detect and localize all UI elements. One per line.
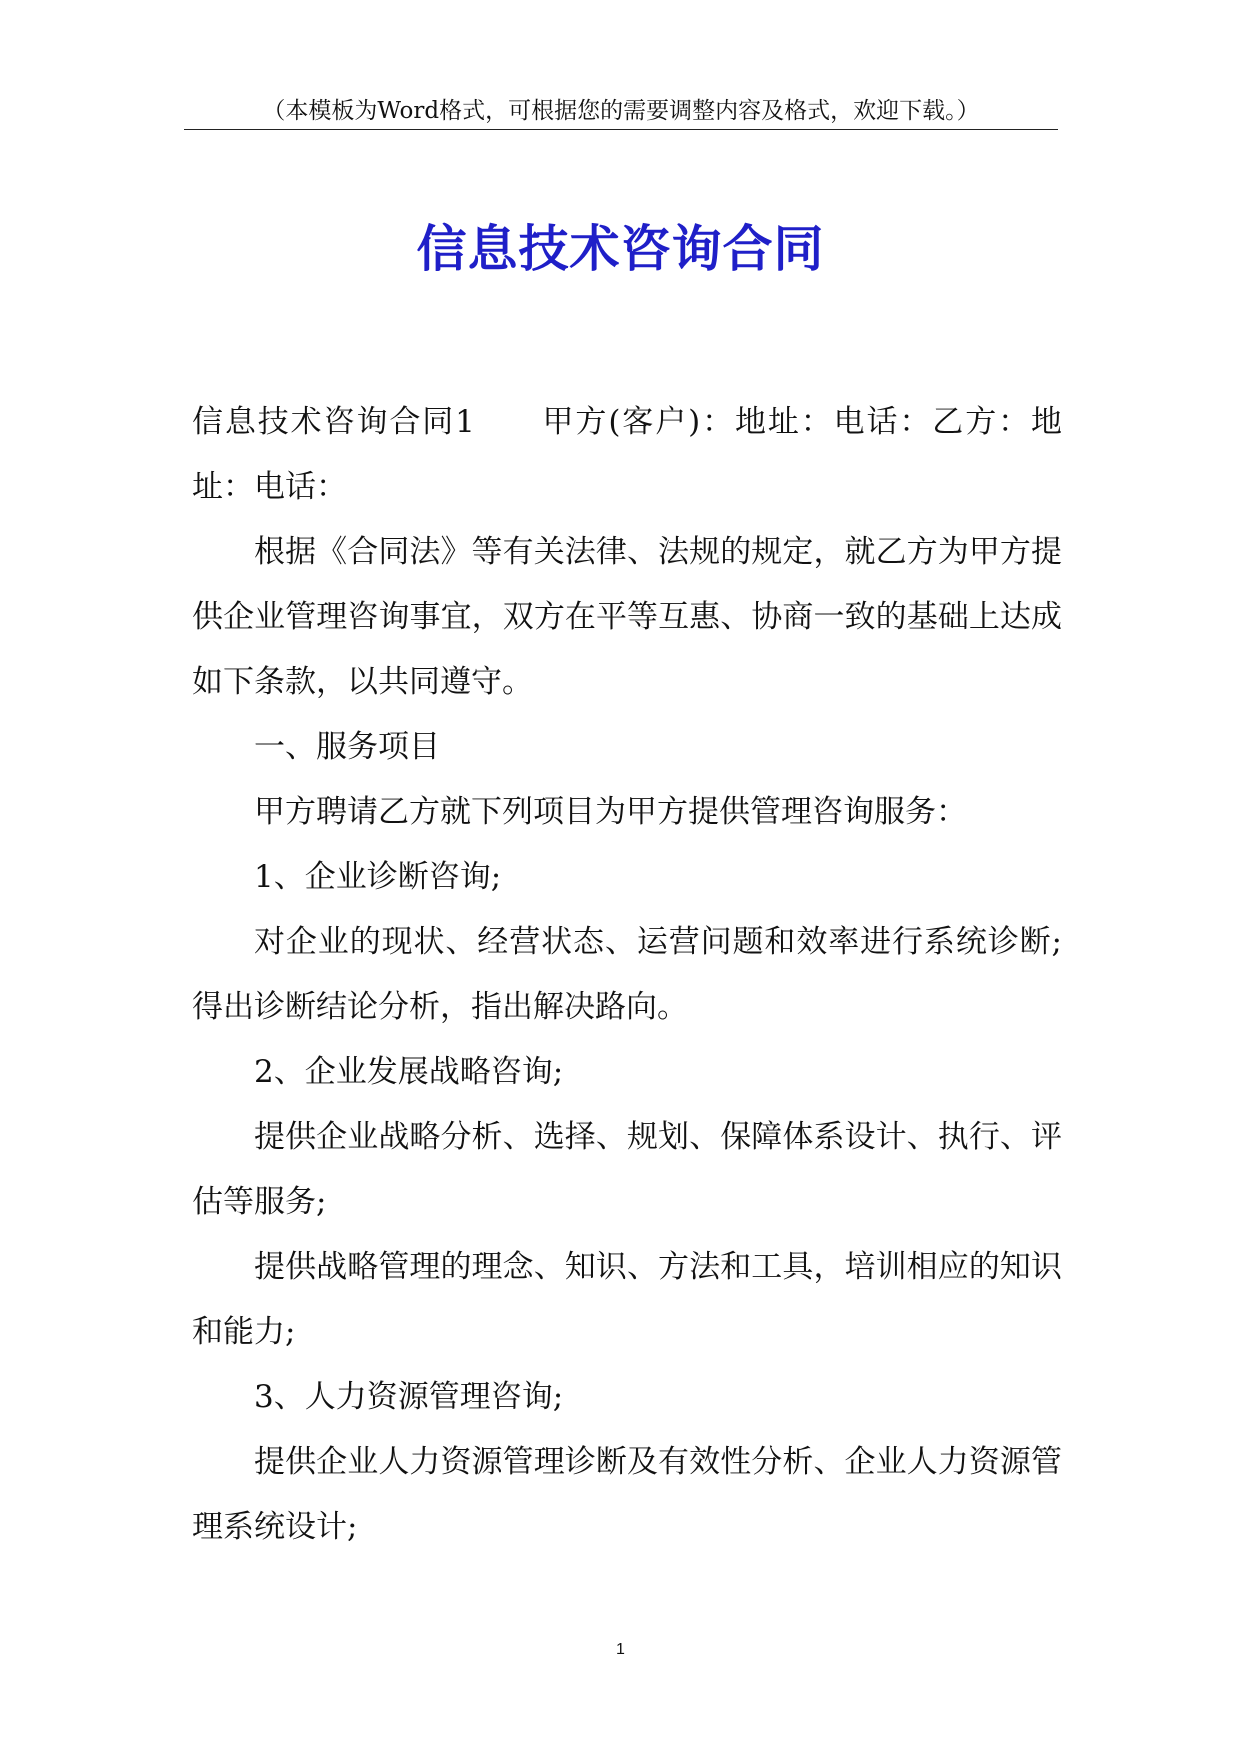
body-paragraph: 提供企业战略分析、选择、规划、保障体系设计、执行、评估等服务; — [192, 1119, 1062, 1220]
header-divider — [184, 129, 1058, 130]
body-paragraph: 提供企业人力资源管理诊断及有效性分析、企业人力资源管理系统设计; — [192, 1444, 1062, 1545]
list-item-heading: 1、企业诊断咨询; — [254, 859, 502, 895]
body-paragraph: 提供战略管理的理念、知识、方法和工具，培训相应的知识和能力; — [192, 1249, 1062, 1350]
section-heading-services: 一、服务项目 — [254, 729, 440, 765]
document-title: 信息技术咨询合同 — [416, 219, 825, 278]
list-item-heading: 3、人力资源管理咨询; — [254, 1379, 564, 1415]
template-note: （本模板为Word格式，可根据您的需要调整内容及格式，欢迎下载。） — [262, 98, 980, 124]
document-body — [192, 390, 1062, 1560]
page-number: 1 — [616, 1641, 625, 1658]
body-paragraph: 甲方聘请乙方就下列项目为甲方提供管理咨询服务： — [254, 794, 967, 830]
list-item-heading: 2、企业发展战略咨询; — [254, 1054, 564, 1090]
party-info-paragraph: 信息技术咨询合同1 甲方(客户)：地址：电话：乙方：地址：电话： — [192, 404, 1062, 505]
preamble-paragraph: 根据《合同法》等有关法律、法规的规定，就乙方为甲方提供企业管理咨询事宜，双方在平等互惠、协商一致的基础上达成如下条款，以共同遵守。 — [192, 534, 1062, 700]
body-paragraph: 对企业的现状、经营状态、运营问题和效率进行系统诊断;得出诊断结论分析，指出解决路向。 — [192, 924, 1062, 1025]
